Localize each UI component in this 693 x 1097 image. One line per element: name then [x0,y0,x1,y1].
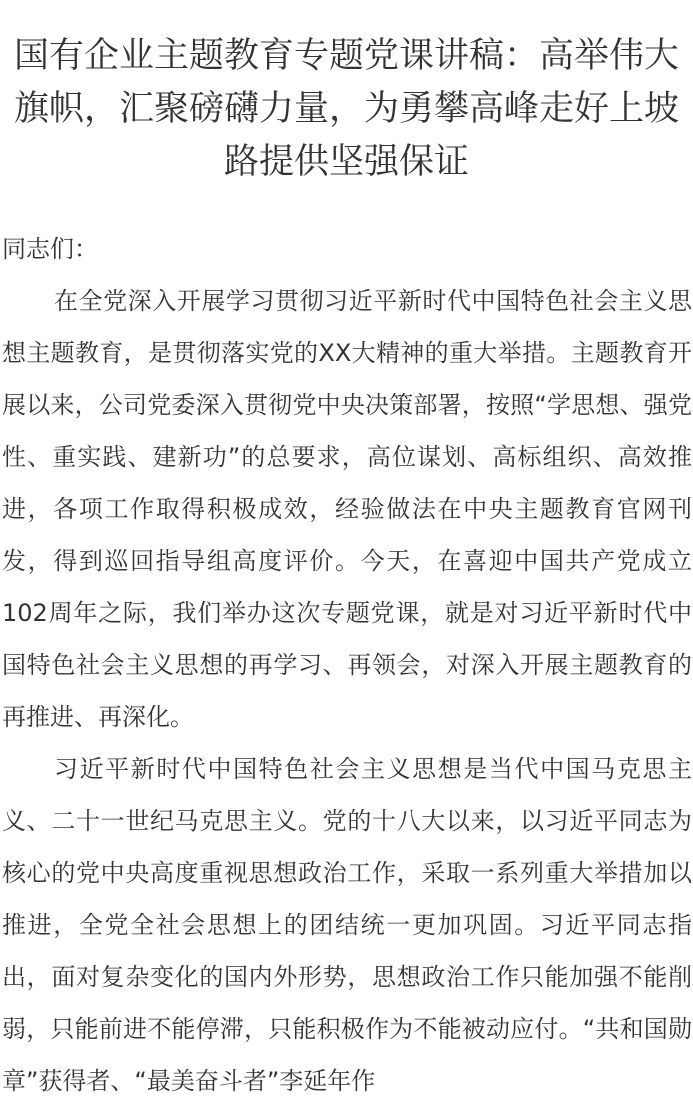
article-title: 国有企业主题教育专题党课讲稿：高举伟大旗帜，汇聚磅礴力量，为勇攀高峰走好上坡路提供坚强保证 [13,36,679,182]
article-body [0,223,692,1097]
paragraph-2: 习近平新时代中国特色社会主义思想是当代中国马克思主义、二十一世纪马克思主义。党的十八大以来，以习近平同志为核心的党中央高度重视思想政治工作，采取一系列重大举措加以推进，全党全社会思想上的团结统一更加巩固。习近平同志指出，面对复杂变化的国内外形势，思想政治工作只能加强不能削弱，只能前进不能停滞，只能积极作为不能被动应付。“共和国勋章”获得者、“最美奋斗者”李延年作 [2,755,692,1095]
salutation: 同志们： [2,235,98,263]
paragraph-1: 在全党深入开展学习贯彻习近平新时代中国特色社会主义思想主题教育，是贯彻落实党的XX大精神的重大举措。主题教育开展以来，公司党委深入贯彻党中央决策部署，按照“学思想、强党性、重实践、建新功”的总要求，高位谋划、高标组织、高效推进，各项工作取得积极成效，经验做法在中央主题教育官网刊发，得到巡回指导组高度评价。今天，在喜迎中国共产党成立102周年之际，我们举办这次专题党课，就是对习近平新时代中国特色社会主义思想的再学习、再领会，对深入开展主题教育的再推进、再深化。 [2,287,692,731]
